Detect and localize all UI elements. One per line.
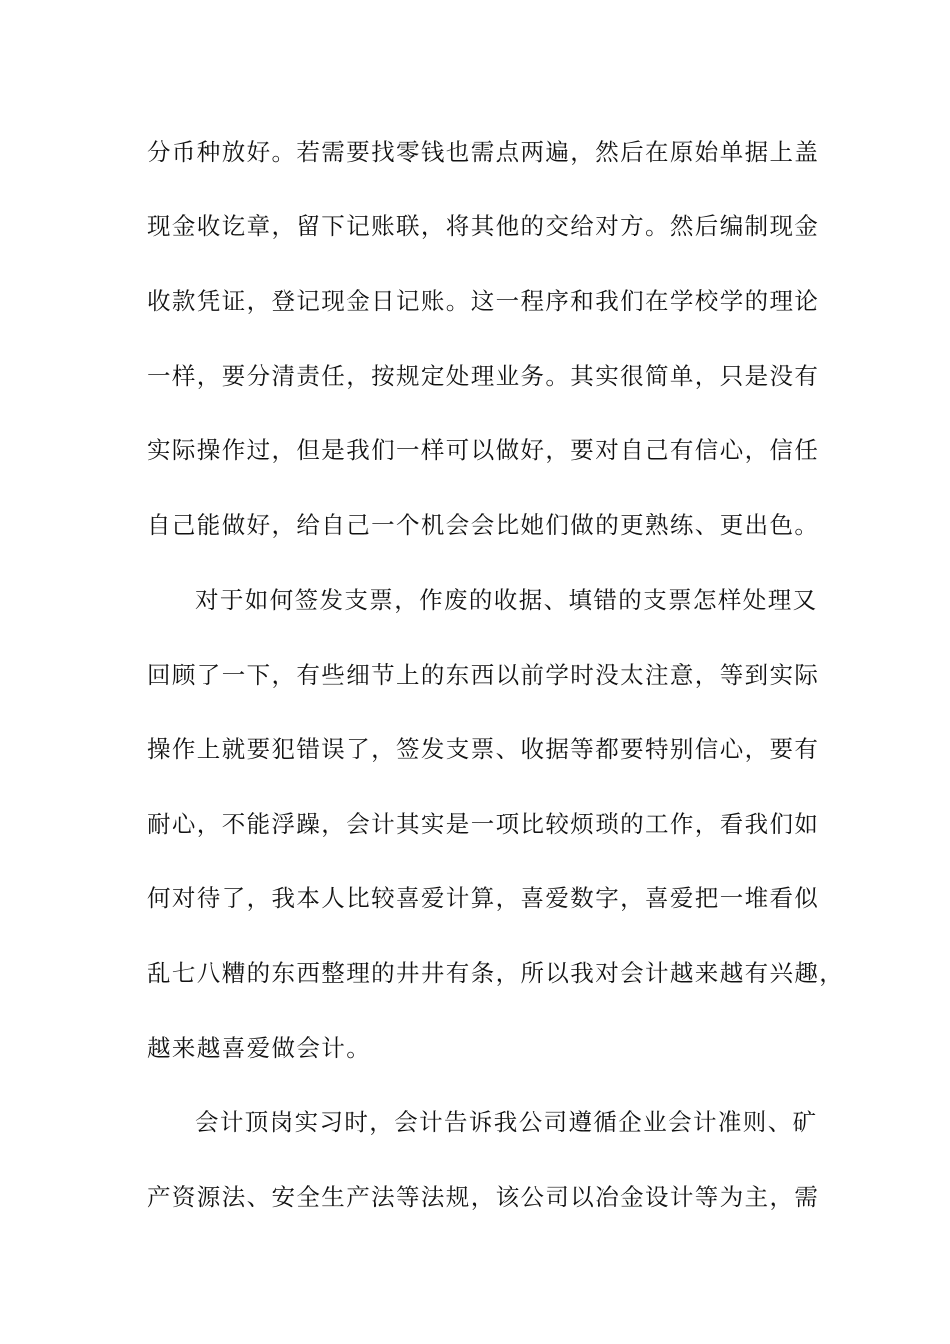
text-line: 耐心，不能浮躁，会计其实是一项比较烦琐的工作，看我们如 (147, 810, 820, 838)
text-line: 收款凭证，登记现金日记账。这一程序和我们在学校学的理论 (147, 287, 820, 315)
text-line: 操作上就要犯错误了，签发支票、收据等都要特别信心，要有 (147, 735, 820, 763)
text-line: 现金收讫章，留下记账联，将其他的交给对方。然后编制现金 (147, 212, 820, 240)
text-line: 乱七八糟的东西整理的井井有条，所以我对会计越来越有兴趣， (147, 959, 845, 987)
text-line: 自己能做好，给自己一个机会会比她们做的更熟练、更出色。 (147, 511, 820, 539)
text-line: 产资源法、安全生产法等法规，该公司以冶金设计等为主，需 (147, 1183, 820, 1211)
text-line: 回顾了一下，有些细节上的东西以前学时没太注意，等到实际 (147, 661, 820, 689)
paragraph-first-line: 对于如何签发支票，作废的收据、填错的支票怎样处理又 (195, 586, 818, 614)
text-line: 分币种放好。若需要找零钱也需点两遍，然后在原始单据上盖 (147, 138, 820, 166)
text-line: 何对待了，我本人比较喜爱计算，喜爱数字，喜爱把一堆看似 (147, 884, 820, 912)
text-line: 越来越喜爱做会计。 (147, 1034, 372, 1062)
text-line: 实际操作过，但是我们一样可以做好，要对自己有信心，信任 (147, 436, 820, 464)
paragraph-first-line: 会计顶岗实习时，会计告诉我公司遵循企业会计准则、矿 (195, 1108, 818, 1136)
text-line: 一样，要分清责任，按规定处理业务。其实很简单，只是没有 (147, 362, 820, 390)
